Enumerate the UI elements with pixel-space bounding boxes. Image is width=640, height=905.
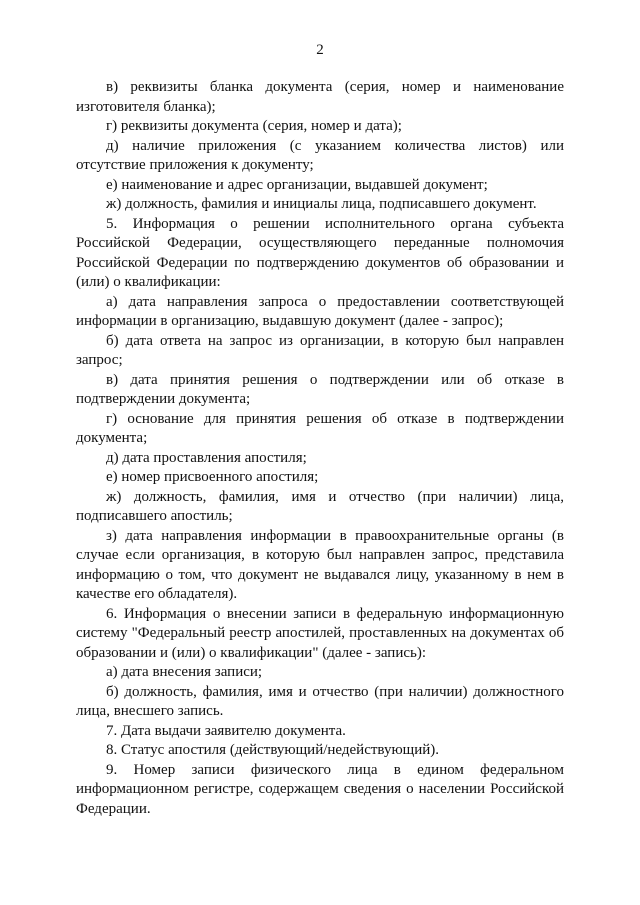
paragraph-item-a-record-date: а) дата внесения записи; bbox=[106, 664, 263, 680]
paragraph-item-v-decision-date: в) дата принятия решения о подтверждении или об отказе в подтверждении документа; bbox=[76, 371, 564, 407]
paragraph-item-g-document-details: г) реквизиты документа (серия, номер и дата); bbox=[106, 118, 402, 134]
page-number: 2 bbox=[316, 42, 324, 58]
paragraph-section-7: 7. Дата выдачи заявителю документа. bbox=[106, 722, 346, 739]
paragraph-item-zh-signatory: ж) должность, фамилия и инициалы лица, подписавшего документ. bbox=[106, 196, 537, 212]
paragraph-item-b-record-official: б) должность, фамилия, имя и отчество (при наличии) должностного лица, внесшего запись. bbox=[76, 683, 564, 719]
paragraph-item-d-attachment: д) наличие приложения (с указанием количества листов) или отсутствие приложения к документу; bbox=[76, 137, 564, 173]
paragraph-item-e-apostille-number: е) номер присвоенного апостиля; bbox=[106, 469, 319, 485]
paragraph-section-5: 5. Информация о решении исполнительного органа субъекта Российской Федерации, осуществляющего переданные полномочия Российской Федерации по подтверждению документов об образовании и (или) о квалификации: bbox=[76, 215, 564, 290]
paragraph-item-v-blank-details: в) реквизиты бланка документа (серия, номер и наименование изготовителя бланка); bbox=[76, 79, 564, 115]
paragraph-section-6: 6. Информация о внесении записи в федеральную информационную систему "Федеральный реестр апостилей, проставленных на документах об образовании и (или) о квалификации" (далее - запись): bbox=[76, 605, 564, 661]
paragraph-item-e-organization: е) наименование и адрес организации, выдавшей документ; bbox=[106, 176, 488, 193]
paragraph-section-9: 9. Номер записи физического лица в едином федеральном информационном регистре, содержащем сведения о населении Российской Федерации. bbox=[76, 761, 564, 817]
paragraph-item-zh-apostille-signatory: ж) должность, фамилия, имя и отчество (при наличии) лица, подписавшего апостиль; bbox=[76, 488, 564, 524]
paragraph-item-z-law-enforcement: з) дата направления информации в правоохранительные органы (в случае если организация, в которую был направлен запрос, представила информацию о том, что документ не выдавался лицу, указанному в нем в качестве его обладателя). bbox=[76, 527, 564, 602]
paragraph-item-a-request-date: а) дата направления запроса о предоставлении соответствующей информации в организацию, выдавшую документ (далее - запрос); bbox=[76, 293, 564, 329]
paragraph-item-g-refusal-basis: г) основание для принятия решения об отказе в подтверждении документа; bbox=[76, 410, 564, 446]
paragraph-item-b-response-date: б) дата ответа на запрос из организации, в которую был направлен запрос; bbox=[76, 332, 564, 368]
paragraph-item-d-apostille-date: д) дата проставления апостиля; bbox=[106, 449, 307, 466]
document-body bbox=[76, 78, 564, 819]
paragraph-section-8: 8. Статус апостиля (действующий/недействующий). bbox=[106, 742, 440, 758]
